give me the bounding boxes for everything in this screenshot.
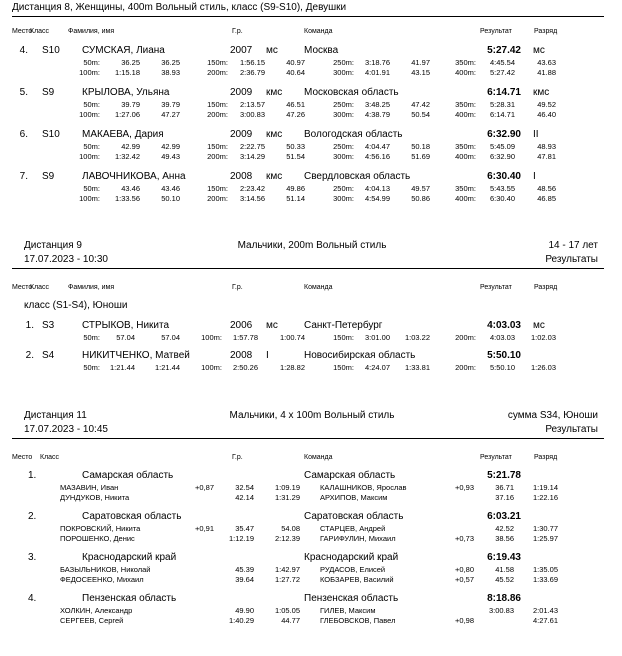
section-title: Дистанция 8, Женщины, 400m Вольный стиль, класс (S9-S10), Девушки [12,2,347,13]
result: 5:21.78 [487,470,521,481]
split-time: 3:01.00 [364,333,390,342]
split-distance: 150m: [333,363,354,372]
column-header: Г.р. [232,284,243,291]
split-diff: 43.15 [411,68,430,77]
result: 5:50.10 [487,350,521,361]
split-time: 1:15.18 [114,68,140,77]
column-header: Результат [480,28,512,35]
leg-time: 1:30.77 [532,524,558,533]
split-time: 4:45.54 [489,58,515,67]
place: 1. [28,470,37,481]
split-time: 4:38.79 [364,110,390,119]
split-distance: 250m: [333,58,354,67]
place: 5. [19,87,28,98]
split-distance: 300m: [333,68,354,77]
split-distance: 350m: [455,100,476,109]
place: 2. [25,350,34,361]
leg-time: 54.08 [281,524,300,533]
leg-time: 1:27.72 [274,575,300,584]
reaction-time: +0,57 [455,575,474,584]
section-divider [12,438,604,439]
reaction-time: +0,87 [195,483,214,492]
relay-team: Краснодарский край [304,552,399,563]
split-time: 3:00.83 [239,110,265,119]
split-diff: 50.10 [161,194,180,203]
class: S9 [42,171,55,182]
reaction-time: +0,98 [455,616,474,625]
section-divider [12,16,604,17]
swimmer-name: МАКАЕВА, Дария [82,129,164,140]
split-time: 45.39 [235,565,254,574]
split-diff: 41.97 [411,58,430,67]
split-diff: 49.86 [286,184,305,193]
swimmer-name: СЕРГЕЕВ, Сергей [60,616,124,625]
birth-year: 2008 [230,350,253,361]
section-divider [12,268,604,269]
split-distance: 150m: [207,184,228,193]
class: S3 [42,320,55,331]
split-time: 42.52 [495,524,514,533]
result: 6:03.21 [487,511,521,522]
team: Вологодская область [304,129,403,140]
swimmer-name: НИКИТЧЕНКО, Матвей [82,350,190,361]
split-diff: 1:28.82 [279,363,305,372]
split-time: 2:50.26 [232,363,258,372]
team: Московская область [304,87,399,98]
distance-title: Дистанция 9 [24,240,82,251]
split-time: 1:21.44 [109,363,135,372]
split-time: 6:30.40 [489,194,515,203]
result: 4:03.03 [487,320,521,331]
swimmer-name: ФЕДОСЕЕНКО, Михаил [60,575,144,584]
split-distance: 100m: [79,110,100,119]
column-header: Класс [40,454,60,461]
split-distance: 100m: [201,333,222,342]
leg-time: 1:35.05 [532,565,558,574]
split-diff: 50.33 [286,142,305,151]
split-distance: 250m: [333,142,354,151]
swimmer-name: АРХИПОВ, Максим [320,493,388,502]
split-time: 32.54 [235,483,254,492]
split-diff: 46.40 [537,110,556,119]
split-diff: 47.42 [411,100,430,109]
split-time: 43.46 [121,184,140,193]
split-time: 2:36.79 [239,68,265,77]
class: S9 [42,87,55,98]
birth-year: 2009 [230,87,253,98]
rank: мс [266,45,278,56]
split-time: 4:54.99 [364,194,390,203]
swimmer-name: ПОКРОВСКИЙ, Никита [60,524,141,533]
column-header: Команда [304,454,333,461]
swimmer-name: КРЫЛОВА, Ульяна [82,87,170,98]
split-diff: 48.93 [537,142,556,151]
split-distance: 100m: [79,194,100,203]
split-time: 1:40.29 [228,616,254,625]
split-distance: 100m: [79,152,100,161]
swimmer-name: СУМСКАЯ, Лиана [82,45,165,56]
column-header: Место [12,284,33,291]
split-distance: 200m: [455,363,476,372]
reaction-time: +0,91 [195,524,214,533]
event-title: Мальчики, 200m Вольный стиль [237,240,387,251]
column-header: Команда [304,28,333,35]
swimmer-name: ДУНДУКОВ, Никита [60,493,130,502]
split-distance: 150m: [207,100,228,109]
split-time: 4:04.47 [364,142,390,151]
column-header: Разряд [534,454,558,461]
column-header: Г.р. [232,454,243,461]
relay-team: Пензенская область [82,593,177,604]
split-time: 37.16 [495,493,514,502]
split-distance: 50m: [83,363,100,372]
rank: кмс [266,171,283,182]
reaction-time: +0,73 [455,534,474,543]
leg-time: 2:01.43 [532,606,558,615]
split-diff: 41.88 [537,68,556,77]
rank: кмс [266,87,283,98]
split-time: 38.56 [495,534,514,543]
split-time: 5:45.09 [489,142,515,151]
split-distance: 50m: [83,100,100,109]
split-diff: 40.97 [286,58,305,67]
column-header: Класс [30,284,50,291]
split-diff: 1:21.44 [154,363,180,372]
swimmer-name: СТРЫКОВ, Никита [82,320,170,331]
split-time: 42.14 [235,493,254,502]
split-distance: 100m: [79,68,100,77]
event-datetime: 17.07.2023 - 10:45 [24,424,108,435]
split-time: 3:48.25 [364,100,390,109]
leg-time: 44.77 [281,616,300,625]
split-diff: 46.85 [537,194,556,203]
split-distance: 250m: [333,184,354,193]
result: 5:27.42 [487,45,521,56]
swimmer-name: МАЗАВИН, Иван [60,483,119,492]
swimmer-name: КАЛАШНИКОВ, Ярослав [320,483,407,492]
split-time: 5:27.42 [489,68,515,77]
place: 4. [19,45,28,56]
relay-team: Саратовская область [82,511,182,522]
team: Санкт-Петербург [304,320,383,331]
split-time: 36.71 [495,483,514,492]
split-time: 4:56.16 [364,152,390,161]
column-header: Место [12,28,33,35]
split-distance: 400m: [455,152,476,161]
split-time: 4:04.13 [364,184,390,193]
class: S10 [42,45,60,56]
leg-time: 1:33.69 [532,575,558,584]
leg-time: 4:27.61 [532,616,558,625]
reaction-time: +0,80 [455,565,474,574]
split-diff: 1:00.74 [279,333,305,342]
split-time: 35.47 [235,524,254,533]
place: 7. [19,171,28,182]
split-distance: 50m: [83,184,100,193]
split-distance: 150m: [207,58,228,67]
column-header: Класс [30,28,50,35]
birth-year: 2007 [230,45,253,56]
split-time: 3:14.56 [239,194,265,203]
split-diff: 49.43 [161,152,180,161]
split-distance: 400m: [455,68,476,77]
column-header: Разряд [534,28,558,35]
place: 6. [19,129,28,140]
team: Свердловская область [304,171,411,182]
grade: кмс [533,87,550,98]
result: 6:14.71 [487,87,521,98]
split-distance: 50m: [83,58,100,67]
results-label: Результаты [545,424,598,435]
split-diff: 39.79 [161,100,180,109]
swimmer-name: ПОРОШЕНКО, Денис [60,534,135,543]
split-diff: 51.14 [286,194,305,203]
split-time: 1:57.78 [232,333,258,342]
split-time: 1:56.15 [239,58,265,67]
split-distance: 50m: [83,333,100,342]
results-label: Результаты [545,254,598,265]
split-time: 1:12.19 [228,534,254,543]
split-time: 2:23.42 [239,184,265,193]
swimmer-name: ГЛЕБОВСКОВ, Павел [320,616,396,625]
split-time: 57.04 [116,333,135,342]
rank: кмс [266,129,283,140]
rank: I [266,350,269,361]
column-header: Фамилия, имя [68,284,115,291]
swimmer-name: СТАРЦЕВ, Андрей [320,524,386,533]
split-time: 4:01.91 [364,68,390,77]
split-distance: 350m: [455,58,476,67]
split-diff: 47.26 [286,110,305,119]
split-distance: 250m: [333,100,354,109]
split-diff: 1:03.22 [404,333,430,342]
split-diff: 1:33.81 [404,363,430,372]
event-title: Мальчики, 4 x 100m Вольный стиль [229,410,395,421]
leg-time: 1:22.16 [532,493,558,502]
event-datetime: 17.07.2023 - 10:30 [24,254,108,265]
swimmer-name: ХОЛКИН, Александр [60,606,133,615]
split-time: 5:28.31 [489,100,515,109]
class: S10 [42,129,60,140]
column-header: Результат [480,284,512,291]
split-diff: 46.51 [286,100,305,109]
grade: I [533,171,536,182]
class-label: класс (S1-S4), Юноши [24,300,128,311]
rank: мс [266,320,278,331]
relay-team: Самарская область [82,470,174,481]
place: 2. [28,511,37,522]
column-header: Результат [480,454,512,461]
swimmer-name: КОБЗАРЕВ, Василий [320,575,394,584]
split-diff: 43.63 [537,58,556,67]
team: Москва [304,45,339,56]
column-header: Разряд [534,284,558,291]
split-time: 3:14.29 [239,152,265,161]
split-diff: 50.86 [411,194,430,203]
split-time: 5:50.10 [489,363,515,372]
split-distance: 300m: [333,110,354,119]
split-distance: 200m: [207,110,228,119]
leg-time: 1:42.97 [274,565,300,574]
relay-team: Пензенская область [304,593,399,604]
split-diff: 38.93 [161,68,180,77]
split-diff: 51.69 [411,152,430,161]
distance-title: Дистанция 11 [24,410,87,421]
birth-year: 2009 [230,129,253,140]
column-header: Команда [304,284,333,291]
split-diff: 47.81 [537,152,556,161]
relay-team: Самарская область [304,470,396,481]
age-group: сумма S34, Юноши [507,410,598,421]
swimmer-name: ГАРИФУЛИН, Михаил [320,534,396,543]
split-time: 49.90 [235,606,254,615]
split-time: 2:13.57 [239,100,265,109]
column-header: Г.р. [232,28,243,35]
split-time: 41.58 [495,565,514,574]
split-diff: 49.52 [537,100,556,109]
split-time: 6:32.90 [489,152,515,161]
place: 4. [28,593,37,604]
split-time: 45.52 [495,575,514,584]
swimmer-name: ЛАВОЧНИКОВА, Анна [82,171,186,182]
split-time: 5:43.55 [489,184,515,193]
split-distance: 150m: [333,333,354,342]
split-diff: 47.27 [161,110,180,119]
leg-time: 1:31.29 [274,493,300,502]
split-distance: 150m: [207,142,228,151]
column-header: Место [12,454,33,461]
split-diff: 42.99 [161,142,180,151]
split-distance: 400m: [455,110,476,119]
split-time: 3:18.76 [364,58,390,67]
swimmer-name: БАЗЫЛЬНИКОВ, Николай [60,565,151,574]
column-header: Фамилия, имя [68,28,115,35]
split-distance: 100m: [201,363,222,372]
result: 6:19.43 [487,552,521,563]
relay-team: Саратовская область [304,511,404,522]
result: 6:32.90 [487,129,521,140]
age-group: 14 - 17 лет [548,240,598,251]
team: Новосибирская область [304,350,416,361]
relay-team: Краснодарский край [82,552,177,563]
split-time: 3:00.83 [488,606,514,615]
split-distance: 200m: [207,194,228,203]
split-diff: 49.57 [411,184,430,193]
split-diff: 51.54 [286,152,305,161]
grade: мс [533,320,545,331]
split-time: 42.99 [121,142,140,151]
split-time: 1:32.42 [114,152,140,161]
split-time: 1:27.06 [114,110,140,119]
split-diff: 48.56 [537,184,556,193]
leg-time: 1:05.05 [274,606,300,615]
place: 3. [28,552,37,563]
split-distance: 200m: [207,152,228,161]
split-time: 4:03.03 [489,333,515,342]
split-time: 39.64 [235,575,254,584]
split-time: 4:24.07 [364,363,390,372]
grade: мс [533,45,545,56]
leg-time: 1:19.14 [532,483,558,492]
split-distance: 400m: [455,194,476,203]
swimmer-name: ГИЛЕВ, Максим [320,606,376,615]
birth-year: 2006 [230,320,253,331]
split-distance: 50m: [83,142,100,151]
split-distance: 350m: [455,142,476,151]
result: 6:30.40 [487,171,521,182]
leg-time: 1:25.97 [532,534,558,543]
split-distance: 300m: [333,194,354,203]
split-diff: 1:26.03 [530,363,556,372]
result: 8:18.86 [487,593,521,604]
split-time: 6:14.71 [489,110,515,119]
class: S4 [42,350,55,361]
split-diff: 50.18 [411,142,430,151]
split-distance: 300m: [333,152,354,161]
split-distance: 200m: [207,68,228,77]
leg-time: 2:12.39 [274,534,300,543]
split-distance: 350m: [455,184,476,193]
swimmer-name: РУДАСОВ, Елисей [320,565,386,574]
split-diff: 43.46 [161,184,180,193]
split-diff: 1:02.03 [530,333,556,342]
reaction-time: +0,93 [455,483,474,492]
birth-year: 2008 [230,171,253,182]
split-distance: 200m: [455,333,476,342]
place: 1. [25,320,34,331]
split-diff: 40.64 [286,68,305,77]
split-diff: 57.04 [161,333,180,342]
split-diff: 50.54 [411,110,430,119]
split-time: 1:33.56 [114,194,140,203]
grade: II [533,129,539,140]
split-time: 36.25 [121,58,140,67]
split-diff: 36.25 [161,58,180,67]
split-time: 39.79 [121,100,140,109]
leg-time: 1:09.19 [274,483,300,492]
split-time: 2:22.75 [239,142,265,151]
